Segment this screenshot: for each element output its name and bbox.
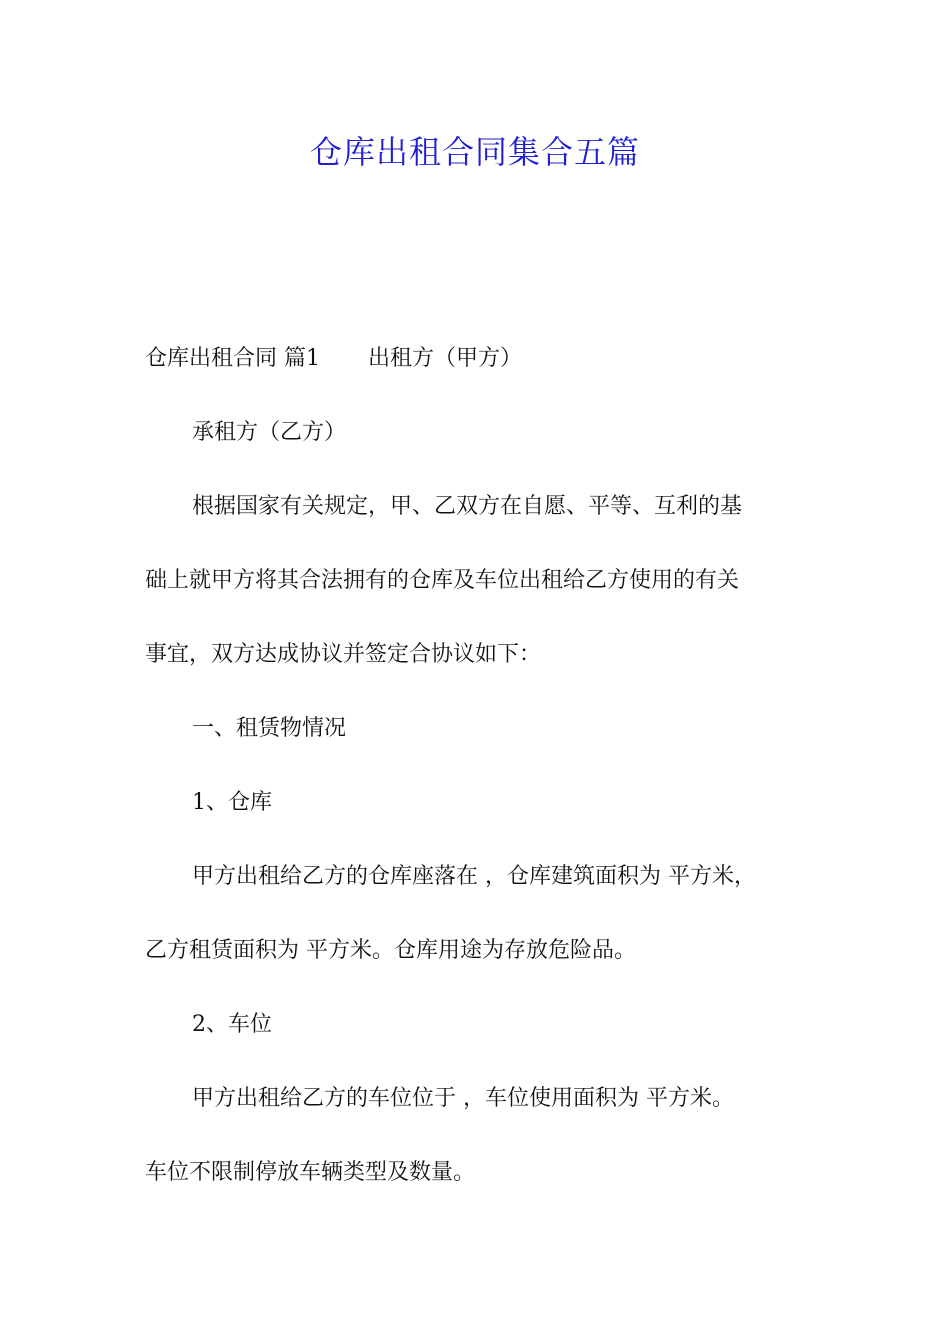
clause-heading: 一、租赁物情况 [192, 716, 347, 741]
paragraph-line: 础上就甲方将其合法拥有的仓库及车位出租给乙方使用的有关 [145, 568, 740, 593]
document-body [145, 337, 825, 1225]
lessee-label: 承租方（乙方） [192, 420, 347, 445]
paragraph-line: 事宜，双方达成协议并签定合协议如下： [145, 642, 542, 667]
sub-clause-heading: 1、仓库 [192, 790, 272, 815]
paragraph-line: 甲方出租给乙方的仓库座落在 ，仓库建筑面积为 平方米， [192, 864, 756, 889]
document-title: 仓库出租合同集合五篇 [309, 133, 640, 171]
paragraph-line: 乙方租赁面积为 平方米。仓库用途为存放危险品。 [145, 938, 636, 963]
section-heading-line [145, 337, 825, 411]
section-heading: 仓库出租合同 篇1 [145, 346, 320, 371]
paragraph-line: 根据国家有关规定，甲、乙双方在自愿、平等、互利的基 [192, 494, 743, 519]
paragraph-line: 甲方出租给乙方的车位位于 ，车位使用面积为 平方米。 [192, 1086, 734, 1111]
lessor-label: 出租方（甲方） [368, 346, 523, 371]
paragraph-line: 车位不限制停放车辆类型及数量。 [145, 1160, 476, 1185]
sub-clause-heading: 2、车位 [192, 1012, 272, 1037]
